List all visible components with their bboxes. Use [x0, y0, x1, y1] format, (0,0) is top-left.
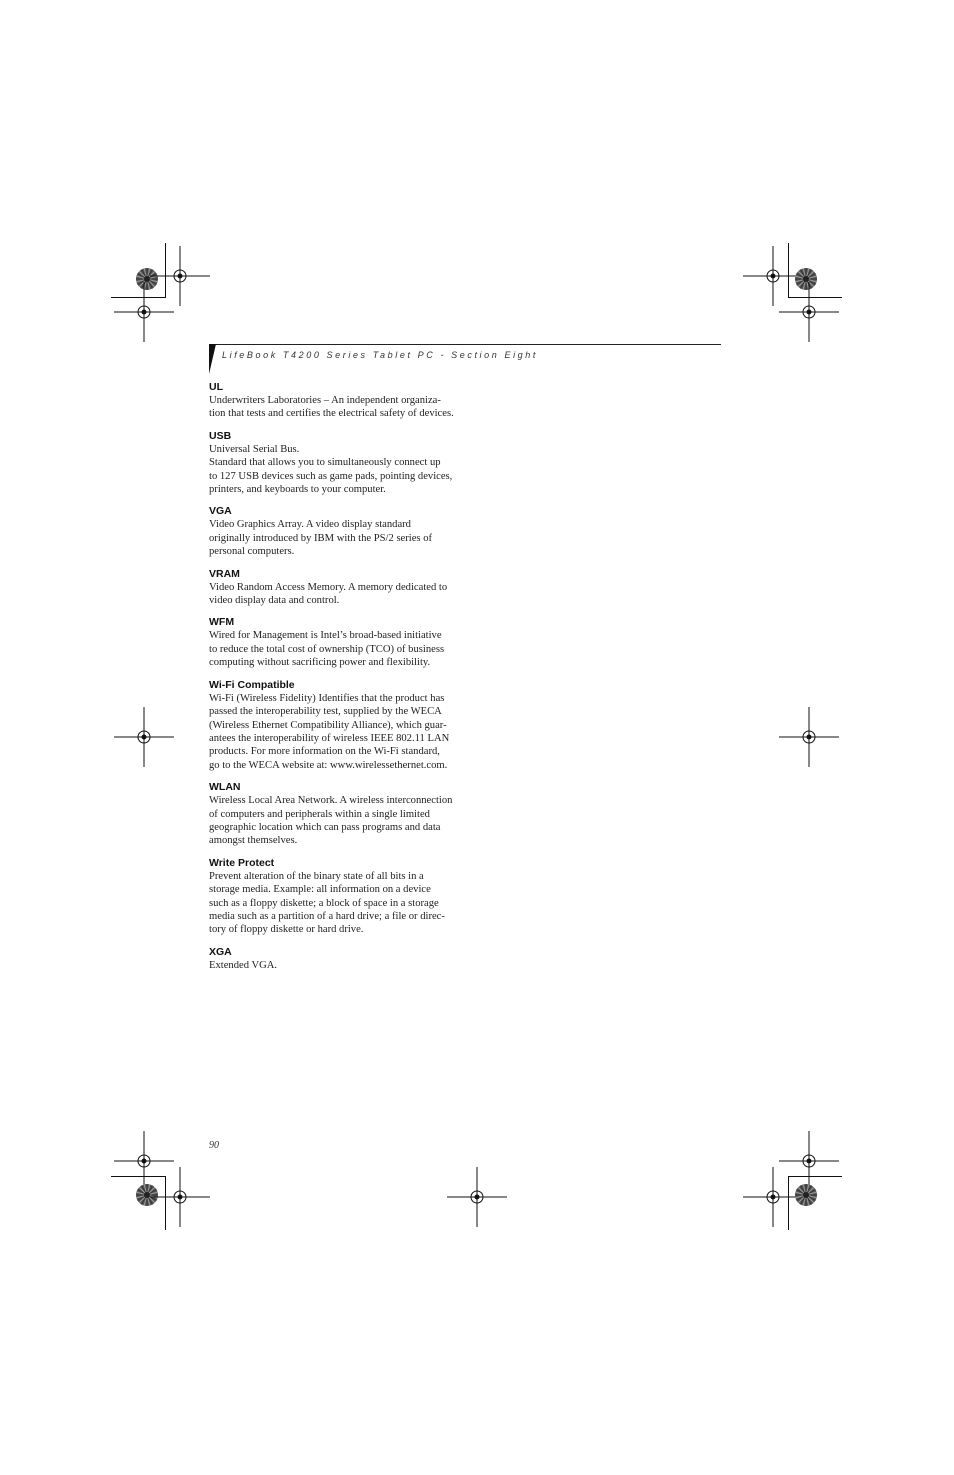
crosshair-mark-icon [447, 1167, 507, 1227]
definition-line: tion that tests and certifies the electrical safety of devices. [209, 408, 454, 420]
definition-line: media such as a partition of a hard drive; a file or direc- [209, 910, 445, 922]
glossary-definition [209, 394, 459, 421]
glossary-definition [209, 443, 459, 497]
glossary-definition [209, 629, 459, 669]
glossary-definition [209, 581, 459, 608]
glossary-list [209, 380, 459, 980]
definition-line: Video Graphics Array. A video display standard [209, 519, 411, 531]
glossary-definition [209, 870, 459, 937]
glossary-term: WLAN [209, 781, 241, 794]
glossary-term: UL [209, 381, 223, 393]
definition-line: Wired for Management is Intel’s broad-based initiative [209, 630, 442, 642]
crop-mark-horizontal [111, 1176, 165, 1177]
crosshair-mark-icon [114, 707, 174, 767]
definition-line: personal computers. [209, 546, 295, 558]
definition-line: products. For more information on the Wi-Fi standard, [209, 746, 440, 758]
definition-line: Wi-Fi (Wireless Fidelity) Identifies that the product has [209, 692, 445, 704]
crop-mark-horizontal [788, 297, 842, 298]
crosshair-mark-icon [779, 707, 839, 767]
definition-line: amongst themselves. [209, 835, 298, 847]
definition-line: to 127 USB devices such as game pads, pointing devices, [209, 470, 453, 482]
definition-line: computing without sacrificing power and flexibility. [209, 657, 431, 669]
definition-line: Prevent alteration of the binary state of all bits in a [209, 870, 424, 882]
glossary-term: USB [209, 429, 232, 442]
crop-mark-vertical [165, 1176, 166, 1230]
glossary-term: VGA [209, 505, 232, 518]
definition-line: Extended VGA. [209, 959, 278, 971]
header-tab-marker [209, 344, 216, 374]
glossary-entry-xga [209, 945, 459, 972]
definition-line: Underwriters Laboratories – An independent organiza- [209, 395, 441, 406]
glossary-entry-usb [209, 429, 459, 497]
page-number: 90 [209, 1140, 219, 1151]
crop-mark-horizontal [111, 297, 165, 298]
glossary-entry-wfm [209, 615, 459, 669]
glossary-term: Write Protect [209, 856, 275, 869]
glossary-term: WFM [209, 616, 235, 629]
definition-line: to reduce the total cost of ownership (TCO) of business [209, 643, 445, 655]
glossary-definition [209, 692, 459, 772]
definition-line: Standard that allows you to simultaneously connect up [209, 457, 441, 469]
definition-line: printers, and keyboards to your computer. [209, 484, 386, 496]
definition-line: tory of floppy diskette or hard drive. [209, 924, 364, 936]
crop-mark-vertical [788, 1176, 789, 1230]
definition-line: go to the WECA website at: www.wirelessethernet.com. [209, 759, 448, 771]
definition-line: of computers and peripherals within a single limited [209, 808, 430, 820]
registration-target-icon [794, 1183, 818, 1207]
definition-line: geographic location which can pass programs and data [209, 821, 441, 833]
crop-mark-vertical [165, 243, 166, 298]
glossary-term: VRAM [209, 567, 240, 580]
running-header: LifeBook T4200 Series Tablet PC - Section Eight [222, 350, 538, 360]
glossary-entry-write-protect [209, 856, 459, 937]
definition-line: antees the interoperability of wireless IEEE 802.11 LAN [209, 732, 450, 744]
definition-line: video display data and control. [209, 595, 340, 607]
glossary-entry-vga [209, 504, 459, 558]
definition-line: originally introduced by IBM with the PS/2 series of [209, 532, 433, 544]
glossary-term: Wi-Fi Compatible [209, 678, 295, 691]
glossary-entry-vram [209, 567, 459, 608]
crop-mark-horizontal [788, 1176, 842, 1177]
definition-line: Video Random Access Memory. A memory dedicated to [209, 581, 448, 593]
crop-mark-vertical [788, 243, 789, 298]
glossary-definition [209, 959, 459, 972]
definition-line: (Wireless Ethernet Compatibility Alliance), which guar- [209, 719, 447, 731]
definition-line: Wireless Local Area Network. A wireless interconnection [209, 795, 453, 807]
glossary-definition [209, 518, 459, 558]
glossary-entry-wifi [209, 678, 459, 772]
definition-line: such as a floppy diskette; a block of space in a storage [209, 897, 439, 909]
glossary-term: XGA [209, 945, 232, 958]
definition-line: Universal Serial Bus. [209, 443, 300, 455]
glossary-definition [209, 794, 459, 848]
glossary-entry-ul [209, 380, 459, 421]
definition-line: passed the interoperability test, supplied by the WECA [209, 706, 442, 718]
header-rule [213, 344, 721, 345]
definition-line: storage media. Example: all information on a device [209, 884, 431, 896]
glossary-entry-wlan [209, 780, 459, 848]
